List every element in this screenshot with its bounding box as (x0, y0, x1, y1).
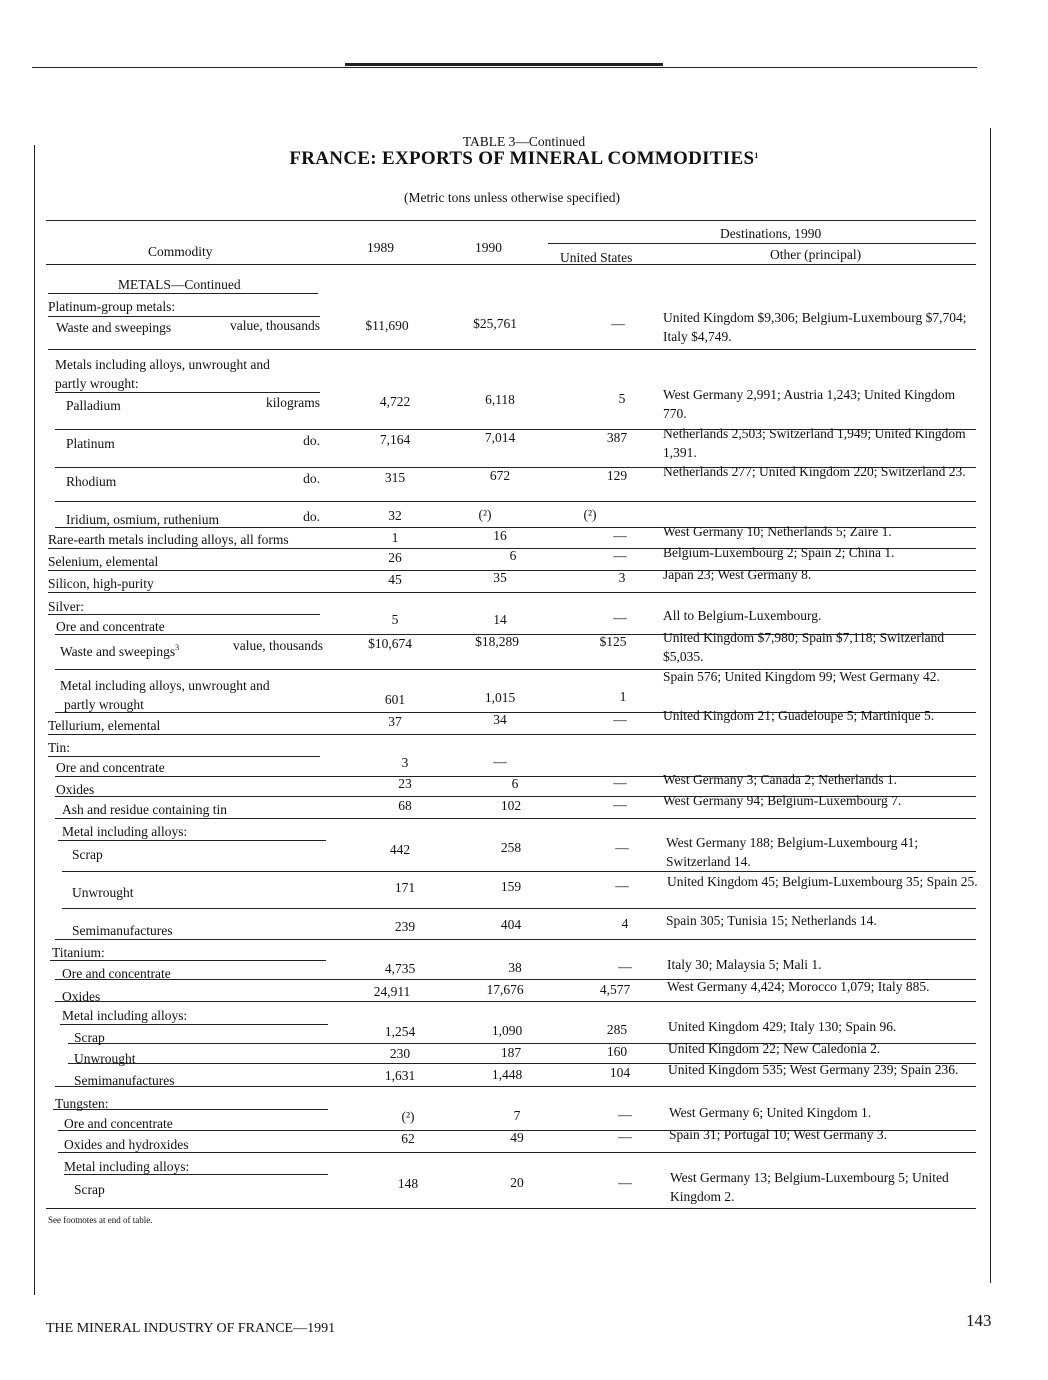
rule (55, 818, 976, 819)
col-destinations: Destinations, 1990 (720, 226, 822, 241)
group-metals-alloys-2: partly wrought: (55, 376, 139, 391)
row-label: Oxides (62, 989, 101, 1004)
value-1990: 672 (489, 468, 511, 483)
value-1989: 442 (389, 842, 411, 857)
value-1990: 6,118 (485, 392, 515, 407)
col-1990: 1990 (475, 240, 502, 255)
value-1989: 26 (388, 550, 402, 565)
value-1990: 14 (493, 612, 507, 627)
section-heading: METALS—Continued (118, 277, 241, 292)
value-other: West Germany 13; Belgium-Luxembourg 5; United Kingdom 2. (670, 1170, 949, 1204)
value-other: United Kingdom 45; Belgium-Luxembourg 35; Spain 25. (667, 874, 978, 889)
value-other: United Kingdom $7,980; Spain $7,118; Switzerland $5,035. (663, 630, 945, 664)
value-1989: $11,690 (365, 318, 409, 333)
value-other: West Germany 10; Netherlands 5; Zaire 1. (663, 524, 892, 539)
group-tin-metal: Metal including alloys: (62, 824, 188, 839)
value-other: West Germany 4,424; Morocco 1,079; Italy 885. (667, 979, 930, 994)
value-us: — (613, 548, 627, 563)
rule (48, 734, 976, 735)
value-us: 285 (606, 1022, 628, 1037)
value-other: Spain 305; Tunisia 15; Netherlands 14. (666, 913, 877, 928)
row-label: Platinum (66, 436, 115, 451)
row-unit: do. (303, 433, 320, 448)
value-1989: 3 (401, 755, 409, 770)
value-1989: 315 (384, 470, 406, 485)
value-other: Netherlands 277; United Kingdom 220; Switzerland 23. (663, 464, 966, 479)
col-commodity: Commodity (148, 244, 213, 259)
value-1990: 6 (511, 776, 519, 791)
row-label: Waste and sweepings (56, 320, 172, 335)
value-us: 104 (609, 1065, 631, 1080)
value-other: All to Belgium-Luxembourg. (663, 608, 822, 623)
value-1990: 38 (508, 960, 522, 975)
row-label: Metal including alloys, unwrought and (60, 678, 270, 693)
rule (60, 1024, 328, 1025)
value-us: 1 (619, 689, 627, 704)
row-label: Rhodium (66, 474, 117, 489)
value-1989: 239 (394, 919, 416, 934)
row-label (60, 638, 179, 661)
value-other: West Germany 6; United Kingdom 1. (669, 1105, 872, 1120)
value-1990: $25,761 (473, 316, 517, 331)
value-us: 5 (618, 391, 626, 406)
value-other: West Germany 94; Belgium-Luxembourg 7. (663, 793, 902, 808)
row-label: Semimanufactures (72, 923, 173, 938)
row-label: Selenium, elemental (48, 554, 159, 569)
rule (50, 960, 326, 961)
top-rule-accent (345, 63, 663, 66)
row-unit: value, thousands (233, 638, 323, 653)
row-label: Oxides and hydroxides (64, 1137, 189, 1152)
value-us: — (613, 775, 627, 790)
value-1990: 1,448 (491, 1067, 523, 1082)
rule (55, 501, 976, 502)
row-label: Scrap (72, 847, 103, 862)
row-label: Unwrought (72, 885, 134, 900)
value-other: United Kingdom 22; New Caledonia 2. (668, 1041, 881, 1056)
value-1990: 49 (510, 1130, 524, 1145)
value-other: Japan 23; West Germany 8. (663, 567, 812, 582)
footnote-reference: See footnotes at end of table. (48, 1215, 153, 1225)
value-us: 4,577 (599, 982, 631, 997)
group-tin: Tin: (48, 740, 71, 755)
group-tungsten: Tungsten: (55, 1096, 109, 1111)
rule (62, 908, 976, 909)
value-us: — (613, 528, 627, 543)
value-1990: 102 (500, 798, 522, 813)
value-1990: 17,676 (486, 982, 524, 997)
value-us: — (611, 316, 625, 331)
value-1989: 68 (398, 798, 412, 813)
row-label: Semimanufactures (74, 1073, 175, 1088)
value-us: — (618, 1107, 632, 1122)
value-1989: 7,164 (379, 432, 411, 447)
title-footnote: 1 (754, 151, 759, 160)
value-1990: 159 (500, 879, 522, 894)
value-1989: 45 (388, 572, 402, 587)
group-silver: Silver: (48, 599, 84, 614)
value-1990: $18,289 (475, 634, 519, 649)
rule (48, 614, 320, 615)
value-1989: 23 (398, 776, 412, 791)
group-titanium-metal: Metal including alloys: (62, 1008, 188, 1023)
rule (55, 1001, 976, 1002)
value-other: West Germany 2,991; Austria 1,243; United Kingdom 770. (663, 387, 956, 421)
value-other: United Kingdom 429; Italy 130; Spain 96. (668, 1019, 897, 1034)
running-footer: THE MINERAL INDUSTRY OF FRANCE—1991 (46, 1321, 336, 1336)
value-1989: 171 (394, 880, 416, 895)
row-unit: kilograms (266, 395, 320, 410)
value-other: United Kingdom $9,306; Belgium-Luxembourg $7,704; Italy $4,749. (663, 310, 967, 344)
value-1989: 1,254 (384, 1024, 416, 1039)
row-label: Tellurium, elemental (48, 718, 161, 733)
value-us: — (618, 959, 632, 974)
value-other: United Kingdom 535; West Germany 239; Spain 236. (668, 1062, 959, 1077)
group-titanium: Titanium: (52, 945, 105, 960)
value-1990: 16 (493, 528, 507, 543)
row-label: Unwrought (74, 1051, 136, 1066)
value-1989: 4,722 (379, 394, 411, 409)
rule (55, 939, 976, 940)
col-1989: 1989 (367, 240, 394, 255)
value-us: 387 (606, 430, 628, 445)
header-bottom-rule (46, 264, 976, 265)
value-1990: 34 (493, 712, 507, 727)
row-label-2: partly wrought (64, 697, 144, 712)
value-1990: 1,015 (484, 690, 516, 705)
value-us: — (618, 1129, 632, 1144)
header-top-rule (46, 220, 976, 221)
value-us: $125 (599, 634, 627, 649)
value-1989: 37 (388, 714, 402, 729)
value-us: 3 (618, 570, 626, 585)
col-other: Other (principal) (770, 247, 862, 262)
value-1989: $10,674 (368, 636, 412, 651)
row-label: Ash and residue containing tin (62, 802, 227, 817)
value-other: West Germany 188; Belgium-Luxembourg 41; Switzerland 14. (666, 835, 919, 869)
value-us: — (618, 1175, 632, 1190)
row-label: Scrap (74, 1182, 105, 1197)
top-rule (32, 67, 977, 68)
table-bottom-rule (46, 1208, 976, 1209)
right-margin-rule (990, 128, 991, 1283)
value-1990: 7 (513, 1108, 521, 1123)
title-text: FRANCE: EXPORTS OF MINERAL COMMODITIES (289, 148, 755, 169)
table-number: TABLE 3—Continued (462, 134, 586, 149)
row-label: Oxides (56, 782, 95, 797)
section-rule (48, 293, 318, 294)
value-1989: 32 (388, 508, 402, 523)
value-us: 129 (606, 468, 628, 483)
value-1989: 5 (391, 612, 399, 627)
value-1990: 7,014 (484, 430, 516, 445)
value-other: Spain 576; United Kingdom 99; West Germany 42. (663, 669, 940, 684)
value-us: — (613, 610, 627, 625)
col-united-states: United States (560, 250, 633, 265)
row-label: Silicon, high-purity (48, 576, 154, 591)
value-1990: 187 (500, 1045, 522, 1060)
value-1990: 6 (509, 548, 517, 563)
value-other: Belgium-Luxembourg 2; Spain 2; China 1. (663, 545, 895, 560)
value-1990: 35 (493, 570, 507, 585)
value-us: — (613, 797, 627, 812)
row-label: Ore and concentrate (64, 1116, 173, 1131)
value-us: 160 (606, 1044, 628, 1059)
left-margin-rule (34, 145, 35, 1295)
value-1989: 1,631 (384, 1068, 416, 1083)
rule (64, 1174, 328, 1175)
value-1989: 148 (397, 1176, 419, 1191)
rule (58, 840, 326, 841)
value-us: — (613, 712, 627, 727)
value-1990: — (493, 754, 507, 769)
value-1990: 258 (500, 840, 522, 855)
row-label: Scrap (74, 1030, 105, 1045)
value-other: Spain 31; Portugal 10; West Germany 3. (669, 1127, 888, 1142)
row-label: Iridium, osmium, ruthenium (66, 512, 219, 527)
value-1990: 20 (510, 1175, 524, 1190)
value-us: (²) (583, 507, 597, 522)
value-us: 4 (621, 916, 629, 931)
row-unit: do. (303, 471, 320, 486)
value-us: — (615, 878, 629, 893)
value-1989: 62 (401, 1131, 415, 1146)
subtitle: (Metric tons unless otherwise specified) (404, 190, 620, 205)
group-metals-alloys: Metals including alloys, unwrought and (55, 357, 270, 372)
group-platinum: Platinum-group metals: (48, 299, 176, 314)
rule (48, 756, 320, 757)
value-other: Italy 30; Malaysia 5; Mali 1. (667, 957, 822, 972)
destinations-rule (548, 243, 976, 244)
row-label: Ore and concentrate (62, 966, 171, 981)
page-title (0, 148, 1048, 170)
group-tungsten-metal: Metal including alloys: (64, 1159, 190, 1174)
row-footnote: 3 (175, 643, 180, 652)
value-1989: 230 (389, 1046, 411, 1061)
value-1990: (²) (478, 507, 492, 522)
rule (53, 1109, 328, 1110)
value-us: — (615, 840, 629, 855)
row-label: Ore and concentrate (56, 760, 165, 775)
row-label: Palladium (66, 398, 121, 413)
value-1989: 601 (384, 692, 406, 707)
rule (55, 1086, 976, 1087)
rule (48, 349, 976, 350)
row-label-text: Waste and sweepings (60, 644, 176, 659)
value-1990: 1,090 (491, 1023, 523, 1038)
rule (48, 592, 976, 593)
value-1989: 1 (391, 530, 399, 545)
page-number: 143 (966, 1311, 992, 1330)
value-1989: 24,911 (373, 984, 411, 999)
value-other: United Kingdom 21; Guadeloupe 5; Martinique 5. (663, 708, 935, 723)
value-1989: 4,735 (384, 961, 416, 976)
value-other: Netherlands 2,503; Switzerland 1,949; United Kingdom 1,391. (663, 426, 966, 460)
row-label: Rare-earth metals including alloys, all forms (48, 532, 289, 547)
value-1990: 404 (500, 917, 522, 932)
row-unit: value, thousands (230, 318, 320, 333)
value-1989: (²) (401, 1109, 415, 1124)
value-other: West Germany 3; Canada 2; Netherlands 1. (663, 772, 897, 787)
rule (58, 1152, 976, 1153)
row-label: Ore and concentrate (56, 619, 165, 634)
row-unit: do. (303, 509, 320, 524)
